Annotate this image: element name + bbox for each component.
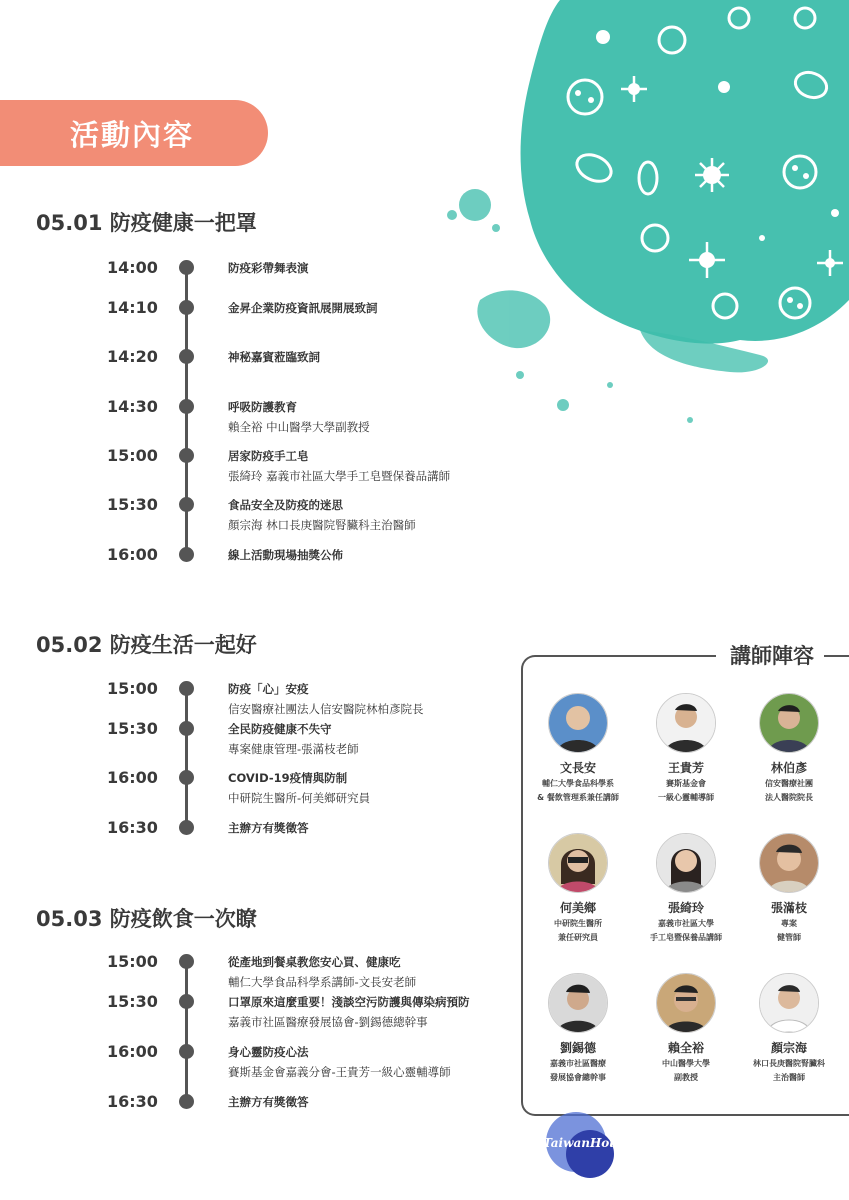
- speaker-avatar: [656, 833, 716, 893]
- speaker-avatar: [548, 833, 608, 893]
- speaker-card: [734, 693, 844, 804]
- event-title: 防疫彩帶舞表演: [228, 261, 309, 275]
- speaker-name: 文長安: [559, 761, 596, 775]
- event-time: 15:30: [107, 495, 158, 514]
- timeline-dot: [179, 770, 194, 785]
- timeline-dot: [179, 547, 194, 562]
- speaker-role: 發展協會總幹事: [550, 1073, 606, 1082]
- timeline-dot: [179, 260, 194, 275]
- event-title: 從產地到餐桌教您安心買、健康吃: [228, 955, 401, 969]
- event-time: 15:00: [107, 679, 158, 698]
- speaker-role: 法人醫院院長: [765, 793, 813, 802]
- speaker-card: [631, 973, 741, 1084]
- event-title: 身心靈防疫心法: [228, 1045, 309, 1059]
- event-title: 口罩原來這麼重要！淺談空污防護與傳染病預防: [228, 995, 470, 1009]
- timeline-dot: [179, 681, 194, 696]
- event-speaker: 賴全裕 中山醫學大學副教授: [228, 420, 370, 434]
- speaker-role: 林口長庚醫院腎臟科: [753, 1059, 825, 1068]
- speaker-card: [523, 693, 633, 804]
- speaker-role: 兼任研究員: [558, 933, 598, 942]
- day-3-title: 05.03 防疫飲食一次瞭: [36, 907, 257, 931]
- speaker-role: 手工皂暨保養品講師: [650, 933, 722, 942]
- event-title: COVID-19疫情與防制: [228, 771, 348, 785]
- taiwanhot-logo-text: TaiwanHot: [543, 1136, 615, 1150]
- event-speaker: 賽斯基金會嘉義分會-王貴芳一級心靈輔導師: [228, 1065, 451, 1079]
- speaker-role: 信安醫療社團: [765, 779, 813, 788]
- event-time: 16:00: [107, 1042, 158, 1061]
- speaker-name: 賴全裕: [667, 1041, 704, 1055]
- speaker-name: 劉錫德: [559, 1041, 596, 1055]
- event-speaker: 嘉義市社區醫療發展協會-劉錫德總幹事: [228, 1015, 428, 1029]
- speaker-avatar: [548, 693, 608, 753]
- event-title: 居家防疫手工皂: [228, 449, 309, 463]
- event-time: 14:00: [107, 258, 158, 277]
- timeline-dot: [179, 721, 194, 736]
- speaker-card: [734, 833, 844, 944]
- timeline-dot: [179, 497, 194, 512]
- speaker-name: 林伯彥: [770, 761, 807, 775]
- banner-label: 活動內容: [70, 117, 195, 152]
- event-time: 16:00: [107, 545, 158, 564]
- speaker-avatar: [548, 973, 608, 1033]
- speaker-role: 中研院生醫所: [554, 919, 602, 928]
- event-time: 16:30: [107, 1092, 158, 1111]
- timeline-dot: [179, 1094, 194, 1109]
- timeline-dot: [179, 300, 194, 315]
- event-title: 主辦方有獎徵答: [228, 1095, 309, 1109]
- event-time: 15:00: [107, 446, 158, 465]
- day-2-timeline-line: [185, 687, 188, 827]
- event-time: 16:00: [107, 768, 158, 787]
- speaker-role: 一級心靈輔導師: [658, 793, 714, 802]
- timeline-dot: [179, 349, 194, 364]
- day-3-timeline-line: [185, 960, 188, 1103]
- speaker-role: 健管師: [777, 933, 801, 942]
- event-speaker: 張綺玲 嘉義市社區大學手工皂暨保養品講師: [228, 469, 451, 483]
- event-title: 線上活動現場抽獎公佈: [228, 548, 343, 562]
- event-speaker: 信安醫療社團法人信安醫院林柏彥院長: [228, 702, 424, 716]
- speaker-role: 嘉義市社區大學: [658, 919, 714, 928]
- speaker-avatar: [759, 833, 819, 893]
- timeline-dot: [179, 820, 194, 835]
- speaker-card: [523, 833, 633, 944]
- event-title: 食品安全及防疫的迷思: [228, 498, 343, 512]
- day-2-title: 05.02 防疫生活一起好: [36, 633, 257, 657]
- speaker-role: 嘉義市社區醫療: [550, 1059, 606, 1068]
- speaker-avatar: [759, 693, 819, 753]
- speaker-role: 輔仁大學食品科學系: [542, 779, 614, 788]
- event-time: 14:30: [107, 397, 158, 416]
- speaker-role: 賽斯基金會: [666, 779, 706, 788]
- event-title: 神秘嘉賓蒞臨致詞: [228, 350, 320, 364]
- event-speaker: 專案健康管理-張滿枝老師: [228, 742, 359, 756]
- speaker-name: 王貴芳: [667, 761, 704, 775]
- speaker-role: 副教授: [674, 1073, 698, 1082]
- speaker-role: 主治醫師: [773, 1073, 805, 1082]
- speaker-avatar: [759, 973, 819, 1033]
- event-time: 14:20: [107, 347, 158, 366]
- speaker-card: [523, 973, 633, 1084]
- speaker-name: 張滿枝: [770, 901, 807, 915]
- event-time: 14:10: [107, 298, 158, 317]
- event-title: 防疫「心」安疫: [228, 682, 309, 696]
- timeline-dot: [179, 954, 194, 969]
- speaker-role: & 餐飲管理系兼任講師: [537, 793, 619, 802]
- timeline-dot: [179, 994, 194, 1009]
- speaker-panel-title: 講師陣容: [716, 640, 824, 670]
- event-speaker: 中研院生醫所-何美鄉研究員: [228, 791, 371, 805]
- speaker-role: 中山醫學大學: [662, 1059, 710, 1068]
- speaker-role: 專案: [781, 919, 797, 928]
- event-title: 主辦方有獎徵答: [228, 821, 309, 835]
- speaker-card: [734, 973, 844, 1084]
- event-title: 呼吸防護教育: [228, 400, 297, 414]
- event-time: 16:30: [107, 818, 158, 837]
- timeline-dot: [179, 1044, 194, 1059]
- speaker-card: [631, 693, 741, 804]
- activity-content-banner: [0, 100, 268, 166]
- event-time: 15:30: [107, 992, 158, 1011]
- event-speaker: 輔仁大學食品科學系講師-文長安老師: [228, 975, 417, 989]
- event-time: 15:30: [107, 719, 158, 738]
- speaker-name: 張綺玲: [667, 901, 704, 915]
- speaker-avatar: [656, 973, 716, 1033]
- event-title: 全民防疫健康不失守: [228, 722, 332, 736]
- speaker-name: 何美鄉: [559, 901, 596, 915]
- day-1-title: 05.01 防疫健康一把罩: [36, 211, 257, 235]
- event-time: 15:00: [107, 952, 158, 971]
- speaker-name: 顏宗海: [770, 1041, 807, 1055]
- speaker-avatar: [656, 693, 716, 753]
- timeline-dot: [179, 448, 194, 463]
- timeline-dot: [179, 399, 194, 414]
- event-title: 金昇企業防疫資訊展開展致詞: [228, 301, 378, 315]
- event-speaker: 顏宗海 林口長庚醫院腎臟科主治醫師: [228, 518, 416, 532]
- speaker-card: [631, 833, 741, 944]
